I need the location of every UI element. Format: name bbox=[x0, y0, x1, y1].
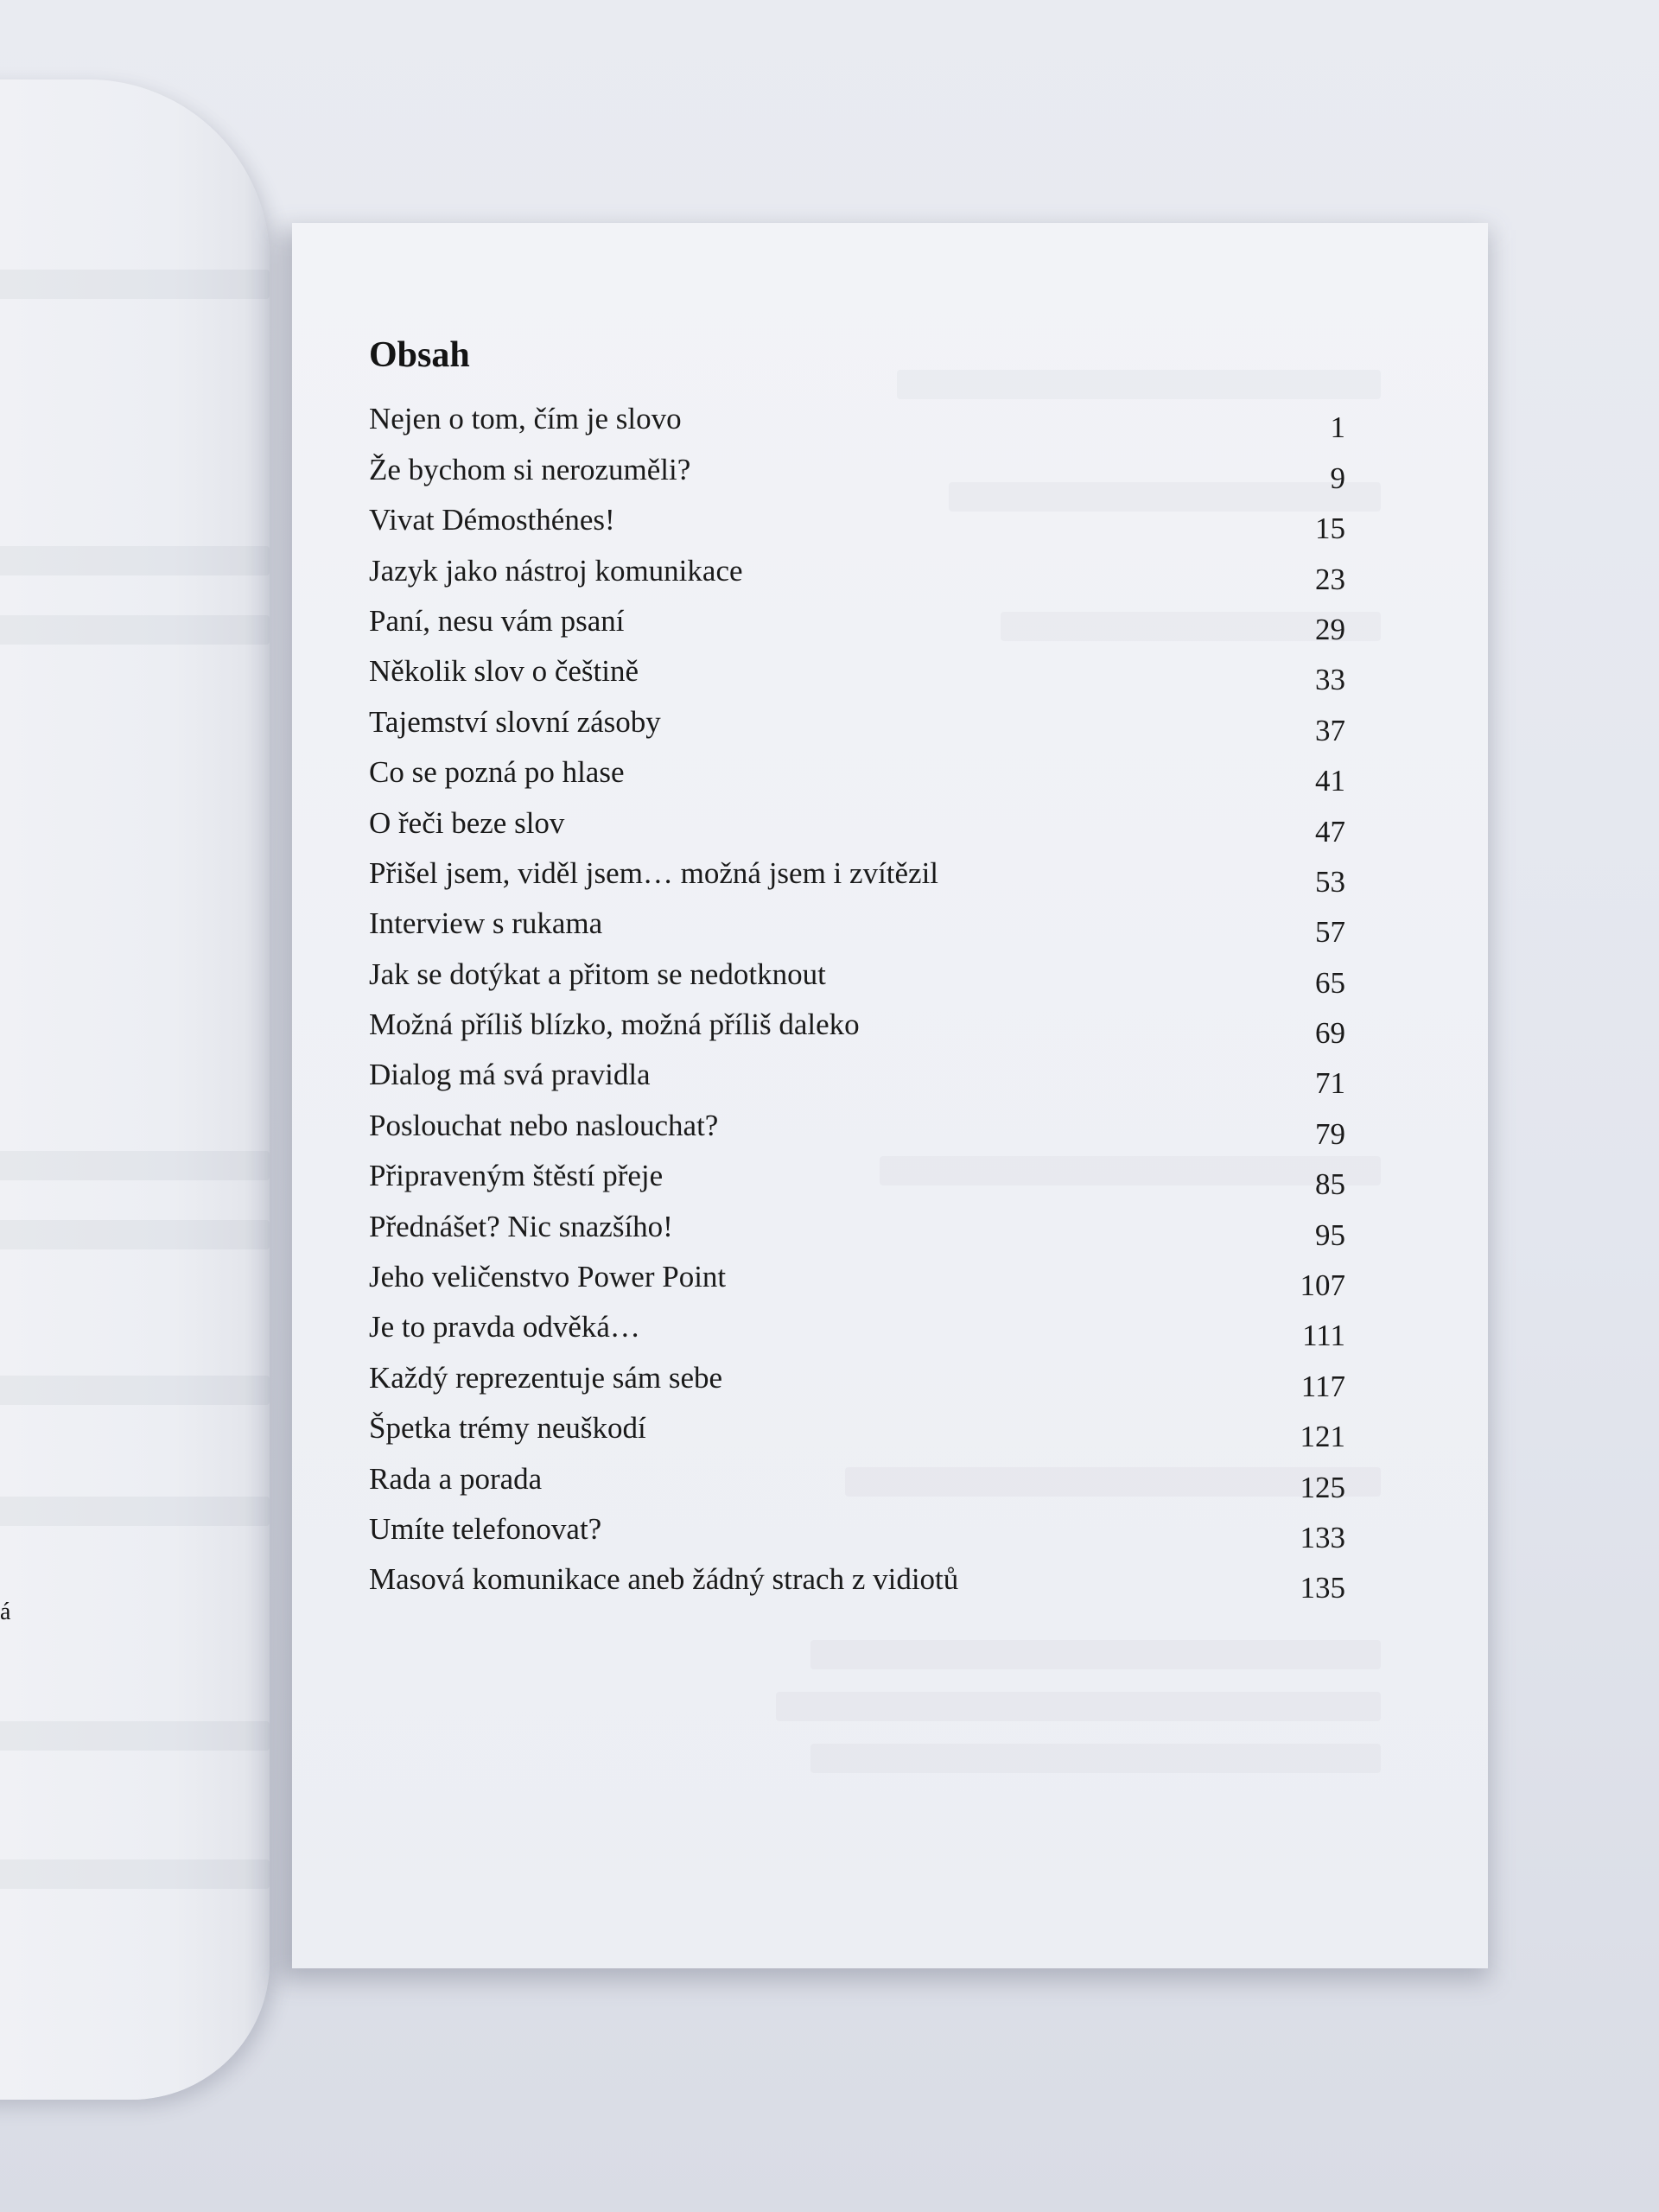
toc-entry-page-number: 121 bbox=[1300, 1420, 1345, 1454]
left-page-bleed-line bbox=[0, 1151, 270, 1180]
toc-entry-page-number: 53 bbox=[1315, 864, 1345, 899]
toc-entry bbox=[369, 1105, 1345, 1155]
toc-entry bbox=[369, 1206, 1345, 1256]
toc-entry-title: Jak se dotýkat a přitom se nedotknout bbox=[369, 957, 826, 991]
toc-entry-page-number: 57 bbox=[1315, 915, 1345, 950]
toc-entry-title: Poslouchat nebo naslouchat? bbox=[369, 1108, 719, 1142]
toc-entry bbox=[369, 753, 1345, 803]
toc-entry-title: Možná příliš blízko, možná příliš daleko bbox=[369, 1007, 860, 1042]
toc-entry bbox=[369, 652, 1345, 702]
toc-entry-title: Co se pozná po hlase bbox=[369, 755, 625, 790]
toc-entry bbox=[369, 500, 1345, 550]
right-page bbox=[292, 223, 1488, 1968]
toc-entry-page-number: 79 bbox=[1315, 1116, 1345, 1151]
left-page-bleed-line bbox=[0, 1721, 270, 1751]
toc-entry-title: Přišel jsem, viděl jsem… možná jsem i zvítězil bbox=[369, 855, 939, 890]
toc-entry-page-number: 107 bbox=[1300, 1268, 1345, 1303]
left-page-bleed-line bbox=[0, 615, 270, 645]
toc-entry bbox=[369, 854, 1345, 904]
toc-entry-title: Jeho veličenstvo Power Point bbox=[369, 1260, 727, 1294]
toc-entry-page-number: 95 bbox=[1315, 1217, 1345, 1252]
toc-entry-page-number: 33 bbox=[1315, 663, 1345, 697]
show-through-line bbox=[810, 1744, 1381, 1773]
toc-entry-page-number: 41 bbox=[1315, 764, 1345, 798]
left-page-edge-character: á bbox=[0, 1599, 11, 1625]
toc-entry-page-number: 1 bbox=[1330, 410, 1345, 445]
toc-entry-title: Tajemství slovní zásoby bbox=[369, 704, 661, 739]
toc-entry-title: Rada a porada bbox=[369, 1461, 543, 1496]
toc-entry bbox=[369, 601, 1345, 652]
toc-entry-page-number: 47 bbox=[1315, 814, 1345, 849]
toc-entry-title: Každý reprezentuje sám sebe bbox=[369, 1360, 723, 1395]
toc-entry-page-number: 23 bbox=[1315, 562, 1345, 596]
toc-entry bbox=[369, 1408, 1345, 1459]
toc-entry-title: Jazyk jako nástroj komunikace bbox=[369, 553, 743, 588]
toc-entry bbox=[369, 1005, 1345, 1055]
toc-entry bbox=[369, 449, 1345, 499]
toc-entry bbox=[369, 1357, 1345, 1408]
toc-entry-page-number: 133 bbox=[1300, 1520, 1345, 1554]
left-page-bleed-line bbox=[0, 1859, 270, 1889]
toc-entry-title: Že bychom si nerozuměli? bbox=[369, 452, 691, 486]
toc-entry-title: Dialog má svá pravidla bbox=[369, 1058, 651, 1092]
toc-entry-title: Špetka trémy neuškodí bbox=[369, 1411, 646, 1446]
toc-entry-page-number: 29 bbox=[1315, 612, 1345, 646]
toc-entry bbox=[369, 550, 1345, 601]
toc-entry-title: Připraveným štěstí přeje bbox=[369, 1159, 664, 1193]
left-page-bleed-line bbox=[0, 546, 270, 575]
toc-entry-page-number: 71 bbox=[1315, 1066, 1345, 1101]
toc-entry-page-number: 125 bbox=[1300, 1470, 1345, 1504]
toc-entry-page-number: 69 bbox=[1315, 1016, 1345, 1051]
toc-entry bbox=[369, 1510, 1345, 1560]
toc-entry-title: Nejen o tom, čím je slovo bbox=[369, 402, 682, 436]
left-page-bleed-line bbox=[0, 1497, 270, 1526]
toc-heading: Obsah bbox=[369, 335, 470, 375]
show-through-line bbox=[897, 370, 1381, 399]
toc-entry-title: Paní, nesu vám psaní bbox=[369, 603, 625, 638]
toc-entry-page-number: 117 bbox=[1300, 1369, 1345, 1403]
toc-entry-page-number: 15 bbox=[1315, 512, 1345, 546]
toc-list bbox=[369, 399, 1345, 1610]
toc-entry-page-number: 135 bbox=[1300, 1571, 1345, 1605]
toc-entry bbox=[369, 1156, 1345, 1206]
toc-entry bbox=[369, 954, 1345, 1004]
toc-entry-page-number: 111 bbox=[1302, 1319, 1345, 1353]
left-page-bleed-line bbox=[0, 1376, 270, 1405]
left-page-bleed-line bbox=[0, 1220, 270, 1249]
toc-entry-title: Masová komunikace aneb žádný strach z vidiotů bbox=[369, 1562, 959, 1597]
show-through-line bbox=[776, 1692, 1381, 1721]
toc-entry-title: Je to pravda odvěká… bbox=[369, 1310, 640, 1344]
toc-entry-page-number: 65 bbox=[1315, 965, 1345, 1000]
toc-entry bbox=[369, 1459, 1345, 1509]
toc-entry bbox=[369, 803, 1345, 853]
toc-entry-title: Umíte telefonovat? bbox=[369, 1511, 602, 1546]
toc-entry-title: O řeči beze slov bbox=[369, 805, 565, 840]
show-through-line bbox=[810, 1640, 1381, 1669]
toc-entry bbox=[369, 1055, 1345, 1105]
toc-entry-page-number: 85 bbox=[1315, 1167, 1345, 1202]
toc-entry-page-number: 9 bbox=[1330, 461, 1345, 495]
toc-entry bbox=[369, 904, 1345, 954]
toc-entry bbox=[369, 1307, 1345, 1357]
left-page-bleed-line bbox=[0, 270, 270, 299]
toc-entry-title: Přednášet? Nic snazšího! bbox=[369, 1209, 673, 1243]
toc-entry bbox=[369, 702, 1345, 752]
toc-entry-title: Několik slov o češtině bbox=[369, 654, 639, 689]
toc-entry-title: Vivat Démosthénes! bbox=[369, 503, 615, 537]
toc-entry-title: Interview s rukama bbox=[369, 906, 603, 941]
left-page bbox=[0, 79, 270, 2100]
toc-entry-page-number: 37 bbox=[1315, 713, 1345, 747]
toc-entry bbox=[369, 1560, 1345, 1610]
toc-entry bbox=[369, 399, 1345, 449]
toc-entry bbox=[369, 1257, 1345, 1307]
